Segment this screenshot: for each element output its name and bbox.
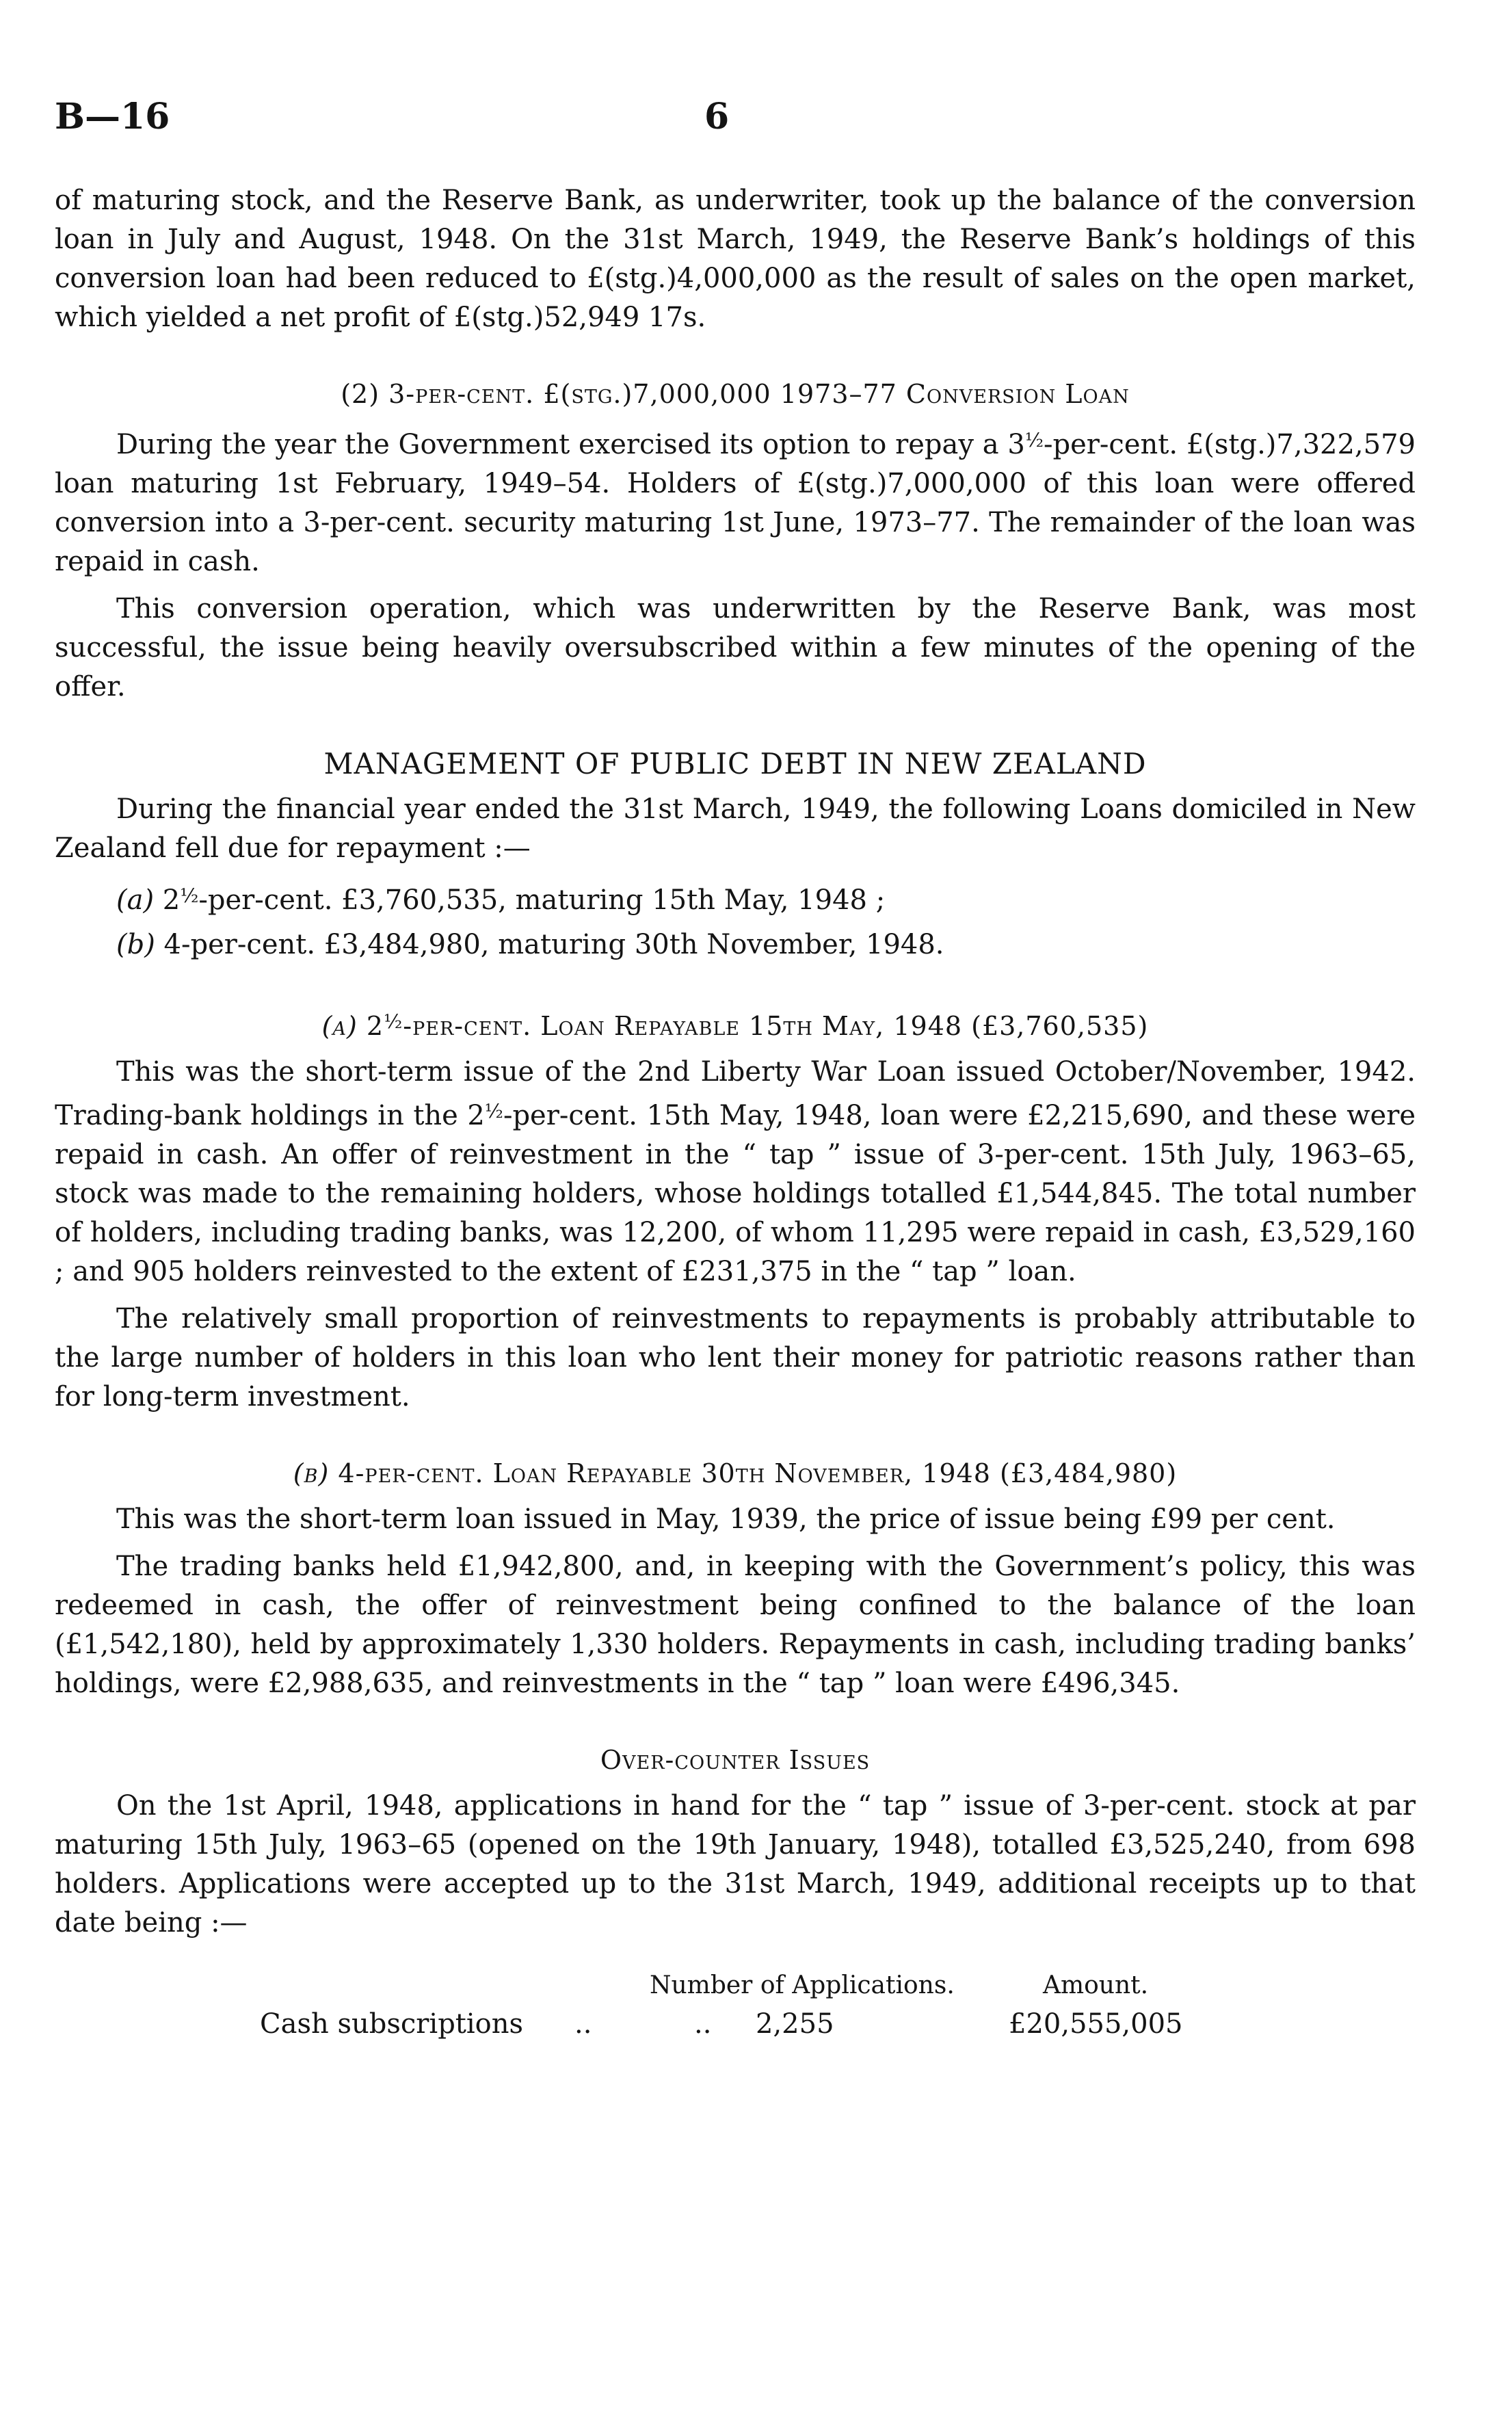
section-heading-over-counter-issues: Over-counter Issues bbox=[600, 1745, 871, 1775]
leader-dots: .. bbox=[574, 2008, 592, 2040]
text-run: 2 bbox=[366, 1011, 384, 1041]
section-heading-loan-a bbox=[55, 1002, 1416, 1046]
column-header-amount: Amount. bbox=[1043, 1971, 1149, 1999]
list-text: 4-per-cent. £3,484,980, maturing 30th November, 1948. bbox=[163, 929, 944, 960]
row-label: Cash subscriptions bbox=[260, 2008, 524, 2040]
heading-text: 4-per-cent. Loan Repayable 30th November, 1948 (£3,484,980) bbox=[338, 1458, 1178, 1488]
paragraph-over-counter: On the 1st April, 1948, applications in hand for the “ tap ” issue of 3-per-cent. stock at par maturing 15th July, 1963–65 (opened on the 19th January, 1948), totalled £3,525,240, from 698 holders. Applications were accepted up to the 31st March, 1949, additional receipts up to that date being :— bbox=[55, 1790, 1416, 1939]
page-header bbox=[55, 96, 1416, 150]
text-run: 2 bbox=[162, 884, 181, 916]
list-label: (a) bbox=[116, 884, 155, 916]
table-row bbox=[55, 2005, 1416, 2044]
row-applications: 2,255 bbox=[756, 2008, 834, 2040]
column-header-applications: Number of Applications. bbox=[650, 1971, 955, 1999]
paragraph-financial-year: During the financial year ended the 31st March, 1949, the following Loans domiciled in New Zealand fell due for repayment :— bbox=[55, 793, 1416, 864]
document-body bbox=[55, 181, 1416, 2044]
list-item-a bbox=[55, 876, 1416, 920]
text-run: -per-cent. 15th May, 1948, loan were £2,215,690, and these were repaid in cash. An offer of reinvestment in the “ tap ” issue of 3-per-cent. 15th July, 1963–65, stock was made to the remaining holders, whose holdings totalled £1,544,845. The total number of holders, including trading banks, was 12,200, of whom 11,295 were repaid in cash, £3,529,160 ; and 905 holders reinvested to the extent of £231,375 in the “ tap ” loan. bbox=[55, 1100, 1416, 1287]
fraction: ½ bbox=[1024, 429, 1044, 451]
paragraph-loan-a-details bbox=[55, 1053, 1416, 1291]
list-text: -per-cent. £3,760,535, maturing 15th May, 1948 ; bbox=[198, 884, 886, 916]
section-heading-conversion-loan: (2) 3-per-cent. £(stg.)7,000,000 1973–77 Conversion Loan bbox=[341, 379, 1130, 409]
text-run: During the year the Government exercised its option to repay a 3 bbox=[116, 429, 1025, 460]
document-reference: B—16 bbox=[55, 96, 170, 137]
fraction: ½ bbox=[384, 1010, 403, 1033]
heading-label: (a) bbox=[321, 1011, 358, 1041]
fraction: ½ bbox=[180, 884, 199, 907]
paragraph-loan-b-redemption: The trading banks held £1,942,800, and, in keeping with the Government’s policy, this was redeemed in cash, the offer of reinvestment being confined to the balance of the loan (£1,542,180), held by approximately 1,330 holders. Repayments in cash, including trading banks’ holdings, were £2,988,635, and reinvestments in the “ tap ” loan were £496,345. bbox=[55, 1551, 1416, 1699]
paragraph-reinvestment-ratio: The relatively small proportion of reinvestments to repayments is probably attributable to the large number of holders in this loan who lent their money for patriotic reasons rather than for long-term investment. bbox=[55, 1303, 1416, 1412]
fraction: ½ bbox=[484, 1100, 503, 1122]
section-heading-management-public-debt: MANAGEMENT OF PUBLIC DEBT IN NEW ZEALAND bbox=[323, 747, 1147, 780]
text-run: This was the short-term issue of the 2nd Liberty War Loan issued October/November, 1942. Trading-bank holdings in the 2 bbox=[55, 1056, 1416, 1131]
table-header bbox=[55, 1966, 1416, 2005]
paragraph-conversion-operation: This conversion operation, which was underwritten by the Reserve Bank, was most successful, the issue being heavily oversubscribed within a few minutes of the opening of the offer. bbox=[55, 593, 1416, 702]
heading-text: -per-cent. Loan Repayable 15th May, 1948 (£3,760,535) bbox=[403, 1011, 1149, 1041]
leader-dots: .. bbox=[694, 2008, 712, 2040]
paragraph-loan-b-issue: This was the short-term loan issued in May, 1939, the price of issue being £99 per cent. bbox=[116, 1503, 1336, 1535]
page-number: 6 bbox=[704, 96, 730, 137]
text-run: -per-cent. £(stg.)7,322,579 loan maturing 1st February, 1949–54. Holders of £(stg.)7,000,000 of this loan were offered conversion into a 3-per-cent. security maturing 1st June, 1973–77. The remainder of the loan was repaid in cash. bbox=[55, 429, 1416, 577]
paragraph-continuation: of maturing stock, and the Reserve Bank, as underwriter, took up the balance of the conversion loan in July and August, 1948. On the 31st March, 1949, the Reserve Bank’s holdings of this conversion loan had been reduced to £(stg.)4,000,000 as the result of sales on the open market, which yielded a net profit of £(stg.)52,949 17s. bbox=[55, 185, 1416, 333]
row-amount: £20,555,005 bbox=[1009, 2008, 1183, 2040]
heading-label: (b) bbox=[293, 1458, 330, 1488]
paragraph-conversion-loan bbox=[55, 421, 1416, 581]
list-item-b bbox=[55, 925, 1416, 964]
list-label: (b) bbox=[116, 929, 155, 960]
section-heading-loan-b bbox=[55, 1454, 1416, 1493]
